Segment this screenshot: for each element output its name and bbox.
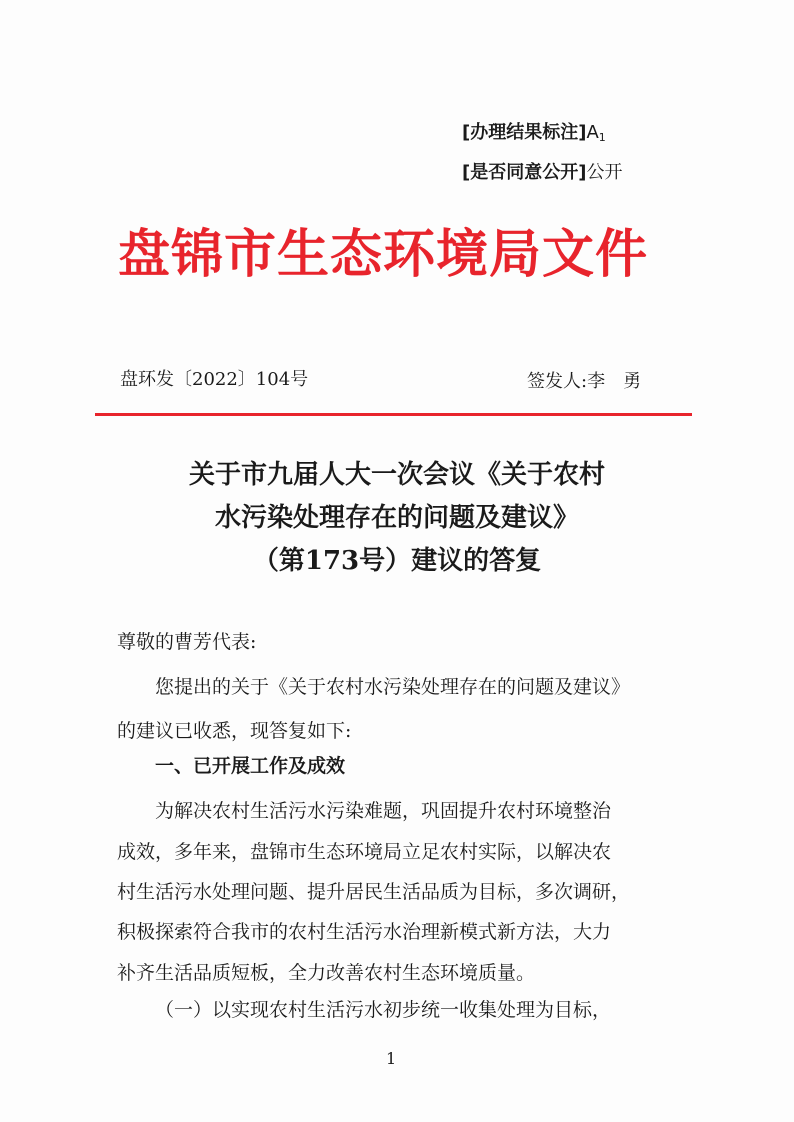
public-disclosure-note (462, 158, 622, 184)
red-divider-line (95, 413, 692, 416)
handling-result-note (462, 118, 606, 144)
paragraph-1-line-1: 您提出的关于《关于农村水污染处理存在的问题及建议》 (155, 676, 631, 698)
page-number: 1 (386, 1049, 397, 1068)
document-title-line-1: 关于市九届人大一次会议《关于农村 (188, 460, 605, 490)
paragraph-1-line-2: 的建议已收悉，现答复如下: (117, 720, 352, 742)
paragraph-2-line-5: 补齐生活品质短板，全力改善农村生态环境质量。 (117, 962, 536, 984)
salutation: 尊敬的曹芳代表: (117, 631, 257, 653)
document-title-line-2: 水污染处理存在的问题及建议》 (214, 503, 579, 533)
handling-result-value: A (586, 122, 599, 143)
paragraph-2-line-1: 为解决农村生活污水污染难题，巩固提升农村环境整治 (155, 800, 612, 822)
document-number: 盘环发〔2022〕104号 (120, 369, 309, 390)
paragraph-3-line-1: （一）以实现农村生活污水初步统一收集处理为目标， (155, 999, 612, 1021)
signer: 签发人:李 勇 (527, 371, 642, 392)
paragraph-2-line-3: 村生活污水处理问题、提升居民生活品质为目标，多次调研， (117, 881, 631, 903)
public-disclosure-value: 公开 (586, 162, 623, 183)
handling-result-label: [办理结果标注] (462, 122, 587, 143)
issuer-header-title: 盘锦市生态环境局文件 (118, 225, 649, 285)
section-heading-1: 一、已开展工作及成效 (155, 755, 346, 777)
paragraph-2-line-4: 积极探索符合我市的农村生活污水治理新模式新方法，大力 (117, 921, 612, 943)
paragraph-2-line-2: 成效，多年来，盘锦市生态环境局立足农村实际，以解决农 (117, 841, 612, 863)
public-disclosure-label: [是否同意公开] (462, 162, 587, 183)
document-title-line-3: （第173号）建议的答复 (252, 546, 542, 576)
handling-result-subscript: 1 (598, 131, 606, 144)
